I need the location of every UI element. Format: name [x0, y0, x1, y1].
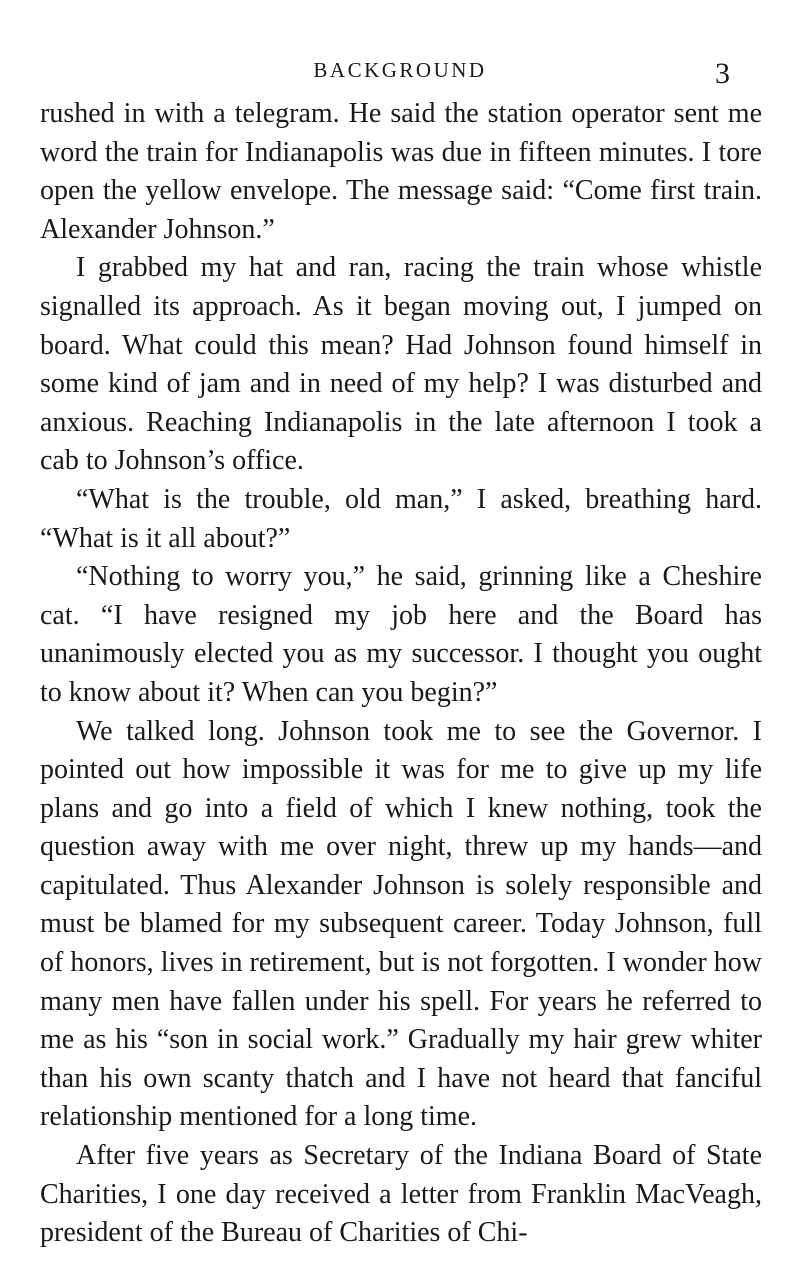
paragraph: “Nothing to worry you,” he said, grinning like a Cheshire cat. “I have resigned my job here and the Board has unanimously elected you as my successor. I thought you ought to know about it? When can you begin?”: [40, 561, 762, 708]
paragraph: I grabbed my hat and ran, racing the train whose whistle signalled its approach. As it began moving out, I jumped on board. What could this mean? Had Johnson found himself in some kind of jam and in need of my help? I was disturbed and anxious. Reaching Indianapolis in the late afternoon I took a cab to Johnson’s office.: [40, 252, 762, 477]
paragraph: rushed in with a telegram. He said the station operator sent me word the train for Indianapolis was due in fifteen minutes. I tore open the yellow envelope. The message said: “Come first train. Alexander Johnson.”: [40, 98, 762, 245]
running-head: [0, 55, 800, 95]
page-number: 3: [715, 57, 730, 90]
body-text: [40, 95, 762, 1253]
paragraph: We talked long. Johnson took me to see the Governor. I pointed out how impossible it was for me to give up my life plans and go into a field of which I knew nothing, took the question away with me over night, threw up my hands—and capitulated. Thus Alexander Johnson is solely responsible and must be blamed for my subsequent career. Today Johnson, full of honors, lives in retirement, but is not forgotten. I wonder how many men have fallen under his spell. For years he referred to me as his “son in social work.” Gradually my hair grew whiter than his own scanty thatch and I have not heard that fanciful relationship mentioned for a long time.: [40, 715, 762, 1133]
chapter-title: BACKGROUND: [313, 58, 487, 82]
paragraph: “What is the trouble, old man,” I asked, breathing hard. “What is it all about?”: [40, 483, 762, 554]
paragraph: After five years as Secretary of the Indiana Board of State Charities, I one day received a letter from Franklin MacVeagh, president of the Bureau of Charities of Chi-: [40, 1140, 762, 1249]
